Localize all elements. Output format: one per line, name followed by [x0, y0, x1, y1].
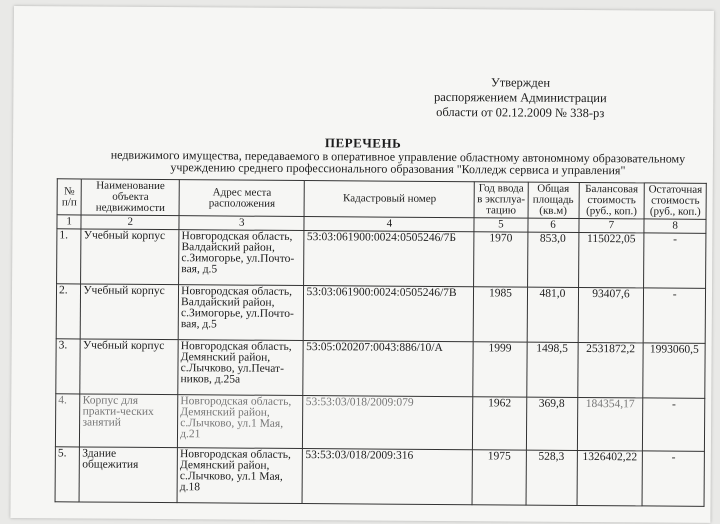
row-residual: 1993060,5 [643, 343, 705, 398]
row-balance: 1326402,22 [577, 450, 643, 505]
row-balance: 2531872,2 [577, 342, 643, 397]
document-page [10, 6, 714, 523]
approval-line-1: Утвержден [490, 75, 551, 90]
row-address: Новгородская область, Демянский район, с.Лычково, ул.Печат-ников, д.25а [178, 340, 304, 396]
row-num: 5. [55, 447, 80, 502]
row-name: Учебный корпус [80, 339, 178, 395]
column-number: 4 [304, 217, 474, 232]
column-number: 5 [474, 218, 527, 232]
row-area: 528,3 [526, 450, 577, 505]
row-year: 1962 [473, 397, 526, 450]
table-row [55, 447, 704, 507]
table-row [57, 229, 706, 289]
row-num: 1. [57, 229, 82, 284]
row-year: 1985 [474, 287, 527, 342]
row-area: 853,0 [527, 232, 578, 287]
row-balance: 115022,05 [578, 232, 644, 287]
row-cadastral: 53:03:061900:0024:0505246/7В [304, 286, 474, 342]
row-cadastral: 53:05:020207:0043:886/10/А [303, 341, 473, 397]
approval-stamp [425, 75, 615, 121]
row-residual: - [643, 398, 705, 451]
row-area: 481,0 [527, 287, 578, 342]
row-year: 1970 [474, 232, 527, 287]
row-address: Новгородская область, Валдайский район, с.Зимогорье, ул.Почто-вая, д.5 [179, 230, 305, 286]
row-balance: 184354,17 [577, 397, 643, 450]
row-num: 2. [56, 284, 81, 339]
property-table [55, 178, 707, 507]
row-name: Учебный корпус [81, 229, 179, 285]
row-name: Корпус для практи-ческих занятий [80, 394, 178, 448]
column-number: 8 [644, 219, 706, 233]
header-residual: Остаточная стоимость (руб., коп.) [644, 183, 706, 219]
document-title: ПЕРЕЧЕНЬ [324, 135, 402, 151]
column-number: 7 [578, 218, 644, 232]
row-address: Новгородская область, Демянский район, с.Лычково, ул.1 Мая, д.18 [177, 448, 303, 504]
document-subtitle: недвижимого имущества, передаваемого в оперативное управление областному автономному образовательному учреждению среднего профессионального образования "Колледж сервиса и управления" [110, 147, 686, 178]
header-balance: Балансовая стоимость (руб., коп.) [579, 182, 645, 218]
row-area: 1498,5 [526, 342, 577, 397]
column-number: 6 [527, 218, 578, 232]
row-area: 369,8 [526, 397, 577, 450]
header-num: № п/п [57, 179, 82, 215]
header-name: Наименование объекта недвижимости [81, 179, 179, 216]
row-year: 1999 [473, 342, 526, 397]
row-cadastral: 53:53:03/018/2009:316 [303, 449, 473, 505]
row-address: Новгородская область, Валдайский район, с.Зимогорье, ул.Почто-вая, д.5 [178, 285, 304, 341]
header-year: Год ввода в эксплуа-тацию [474, 182, 527, 218]
header-address: Адрес места расположения [179, 180, 305, 217]
column-number: 2 [81, 215, 179, 230]
table-row [56, 284, 705, 344]
column-number: 1 [57, 215, 82, 229]
row-cadastral: 53:53:03/018/2009:079 [303, 396, 473, 450]
row-name: Учебный корпус [81, 284, 179, 340]
table-row [55, 394, 704, 452]
approval-line-2: распоряжением Администрации [433, 89, 607, 106]
header-cadastral: Кадастровый номер [305, 181, 475, 218]
row-year: 1975 [472, 450, 525, 505]
row-residual: - [644, 233, 706, 288]
approval-line-3: области от 02.12.2009 № 338-рз [436, 104, 605, 121]
row-cadastral: 53:03:061900:0024:0505246/7Б [304, 231, 474, 287]
column-number: 3 [179, 216, 304, 231]
row-num: 4. [55, 394, 80, 447]
header-area: Общая площадь (кв.м) [528, 182, 579, 218]
row-num: 3. [56, 339, 81, 394]
row-name: Здание общежития [79, 447, 177, 503]
row-address: Новгородская область, Демянский район, с.Лычково, ул.1 Мая, д.21 [178, 395, 304, 449]
row-residual: - [642, 451, 704, 506]
table-header-row [57, 179, 706, 220]
table-row [56, 339, 705, 399]
row-balance: 93407,6 [578, 287, 644, 342]
row-residual: - [644, 288, 706, 343]
